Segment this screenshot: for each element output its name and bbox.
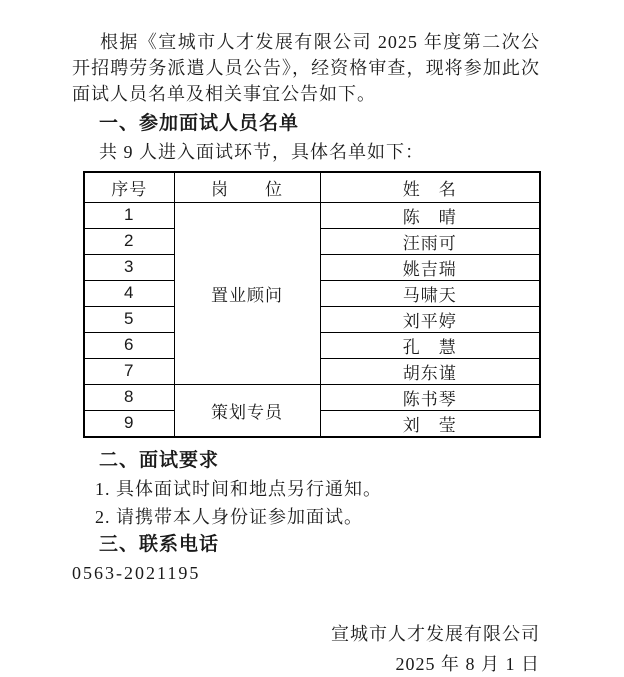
signature-date: 2025 年 8 月 1 日 <box>395 653 540 674</box>
section2-heading: 二、面试要求 <box>99 449 220 471</box>
cell-serial: 8 <box>84 384 174 410</box>
cell-name: 汪雨可 <box>320 228 540 254</box>
phone-number: 0563-2021195 <box>72 562 201 583</box>
cell-name: 刘平婷 <box>320 306 540 332</box>
cell-serial: 2 <box>84 228 174 254</box>
cell-serial: 5 <box>84 306 174 332</box>
cell-name: 孔 慧 <box>320 332 540 358</box>
requirement-item-2: 2. 请携带本人身份证参加面试。 <box>95 506 363 527</box>
cell-serial: 3 <box>84 254 174 280</box>
cell-position: 置业顾问 <box>174 202 320 384</box>
table-row <box>84 202 540 228</box>
intro-paragraph: 根据《宣城市人才发展有限公司 2025 年度第二次公开招聘劳务派遣人员公告》，经资格审查，现将参加此次面试人员名单及相关事宜公告如下。 <box>72 32 540 104</box>
col-header-name: 姓 名 <box>320 172 540 202</box>
cell-name: 陈书琴 <box>320 384 540 410</box>
signature-block <box>72 619 540 677</box>
cell-name: 姚吉瑞 <box>320 254 540 280</box>
cell-name: 刘 莹 <box>320 410 540 437</box>
cell-serial: 1 <box>84 202 174 228</box>
cell-name: 陈 晴 <box>320 202 540 228</box>
interview-table <box>83 171 541 438</box>
table-row <box>84 384 540 410</box>
section1-heading: 一、参加面试人员名单 <box>99 113 300 134</box>
requirement-item-1: 1. 具体面试时间和地点另行通知。 <box>95 478 382 499</box>
interview-table-body <box>84 202 540 437</box>
col-header-serial: 序号 <box>84 172 174 202</box>
cell-serial: 7 <box>84 358 174 384</box>
cell-serial: 4 <box>84 280 174 306</box>
cell-serial: 9 <box>84 410 174 437</box>
section2 <box>72 447 540 587</box>
interview-table-header-row <box>84 172 540 202</box>
signature-company: 宣城市人才发展有限公司 <box>331 623 540 644</box>
list-intro: 共 9 人进入面试环节，具体名单如下： <box>99 142 424 162</box>
section3-heading: 三、联系电话 <box>99 533 220 555</box>
cell-name: 胡东谨 <box>320 358 540 384</box>
cell-name: 马啸天 <box>320 280 540 306</box>
cell-position: 策划专员 <box>174 384 320 437</box>
cell-serial: 6 <box>84 332 174 358</box>
col-header-position: 岗 位 <box>174 172 320 202</box>
